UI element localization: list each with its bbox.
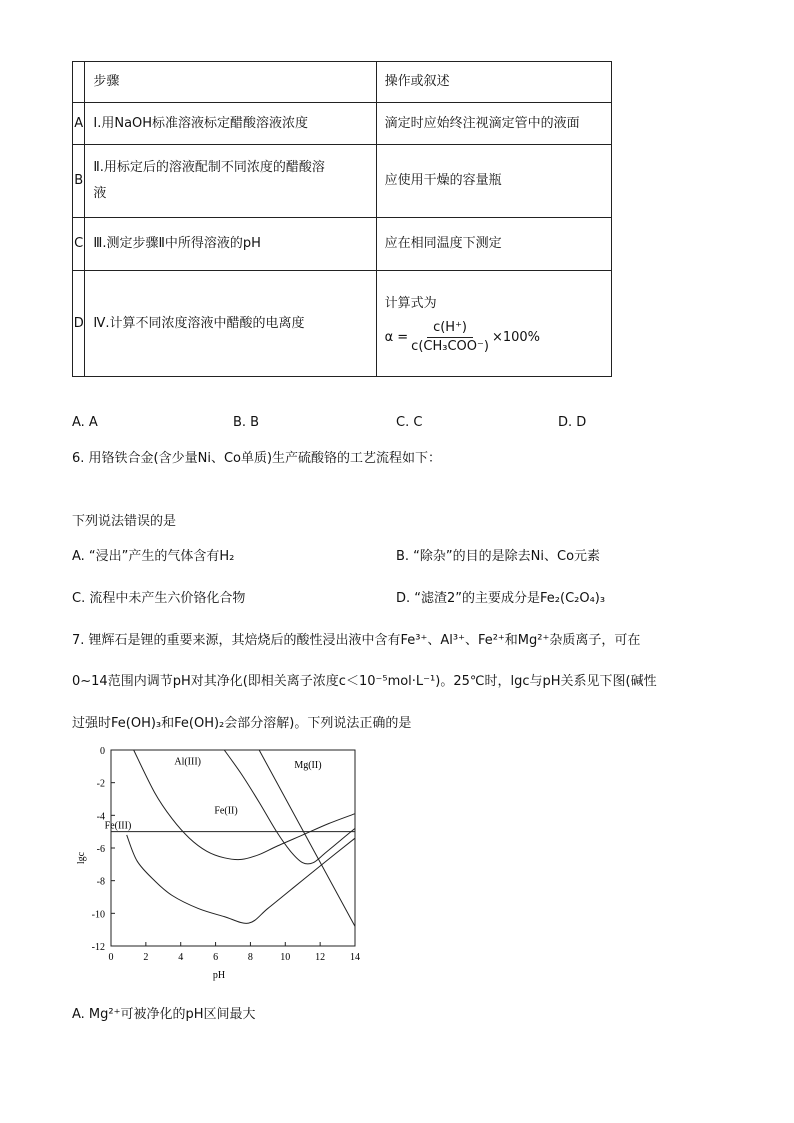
q6-option-a: A. “浸出”产生的气体含有H₂	[72, 549, 235, 564]
q6-option-c: C. 流程中未产生六价铬化合物	[72, 591, 246, 606]
row-step	[85, 145, 376, 218]
row-label: A	[73, 103, 85, 145]
row-label: D	[73, 271, 85, 377]
q5-option-c: C. C	[396, 415, 423, 430]
q6-stem: 6. 用铬铁合金(含少量Ni、Co单质)生产硫酸铬的工艺流程如下：	[72, 451, 442, 466]
y-axis-label: lgc	[76, 851, 87, 865]
x-tick-label: 4	[178, 952, 184, 963]
row-desc: 应使用干燥的容量瓶	[376, 145, 611, 218]
y-tick-label: -4	[96, 811, 105, 823]
row-desc: 应在相同温度下测定	[376, 218, 611, 271]
formula-lhs: α =	[384, 329, 409, 345]
q6-option-b: B. “除杂”的目的是除去Ni、Co元素	[396, 549, 601, 564]
x-tick-label: 2	[143, 952, 149, 963]
series-line-mgii	[259, 750, 355, 926]
table-row	[73, 145, 612, 218]
x-axis-label: pH	[212, 970, 226, 981]
x-tick-label: 14	[350, 952, 360, 963]
row-step: Ⅳ.计算不同浓度溶液中醋酸的电离度	[85, 271, 376, 377]
series-label: Fe(III)	[104, 820, 132, 832]
ionization-formula	[385, 319, 603, 356]
row-desc: 滴定时应始终注视滴定管中的液面	[376, 103, 611, 145]
y-tick-label: 0	[100, 746, 105, 757]
series-label: Mg(II)	[294, 759, 322, 771]
y-tick-label: -12	[91, 942, 105, 953]
series-line-feiii	[127, 835, 355, 923]
x-tick-label: 12	[315, 952, 326, 963]
question-table	[72, 61, 612, 377]
y-tick-label: -10	[91, 909, 105, 921]
q7-line1: 7. 锂辉石是锂的重要来源，其焙烧后的酸性浸出液中含有Fe³⁺、Al³⁺、Fe²⁺和Mg²⁺杂质离子，可在	[72, 633, 641, 648]
table-header-row	[73, 62, 612, 103]
series-line-aliii	[134, 750, 355, 860]
formula-fraction	[411, 319, 489, 356]
table-header-desc: 操作或叙述	[376, 62, 611, 103]
series-label: Al(III)	[174, 756, 202, 768]
lgc-ph-chart	[72, 738, 372, 993]
table-row	[73, 271, 612, 377]
q6-prompt: 下列说法错误的是	[72, 514, 177, 529]
q5-option-b: B. B	[233, 415, 260, 430]
x-tick-label: 0	[108, 952, 114, 963]
table-row	[73, 218, 612, 271]
q5-option-a: A. A	[72, 415, 98, 430]
table-header-empty	[73, 62, 85, 103]
q5-option-d: D. D	[558, 415, 587, 430]
row-step: Ⅲ.测定步骤Ⅱ中所得溶液的pH	[85, 218, 376, 271]
y-tick-label: -8	[96, 876, 105, 888]
y-tick-label: -2	[96, 778, 105, 790]
row-step: Ⅰ.用NaOH标准溶液标定醋酸溶液浓度	[85, 103, 376, 145]
q6-option-d: D. “滤渣2”的主要成分是Fe₂(C₂O₄)₃	[396, 591, 606, 606]
q7-option-a: A. Mg²⁺可被净化的pH区间最大	[72, 1007, 256, 1022]
table-row	[73, 103, 612, 145]
series-label: Fe(II)	[214, 805, 238, 817]
formula-tail: ×100%	[491, 329, 540, 345]
row-desc	[376, 271, 611, 377]
row-step-line1: Ⅱ.用标定后的溶液配制不同浓度的醋酸溶	[93, 160, 325, 175]
row-step-line2: 液	[93, 186, 107, 201]
q7-line3: 过强时Fe(OH)₃和Fe(OH)₂会部分溶解)。下列说法正确的是	[72, 716, 412, 731]
x-tick-label: 6	[213, 952, 219, 963]
x-tick-label: 8	[247, 952, 253, 963]
row-label: B	[73, 145, 85, 218]
formula-intro: 计算式为	[384, 296, 437, 311]
y-tick-label: -6	[96, 844, 105, 855]
formula-numerator: c(H⁺)	[427, 319, 473, 338]
x-tick-label: 10	[280, 952, 291, 963]
q7-line2: 0~14范围内调节pH对其净化(即相关离子浓度c＜10⁻⁵mol·L⁻¹)。25℃时，lgc与pH关系见下图(碱性	[72, 674, 657, 689]
formula-denominator: c(CH₃COO⁻)	[411, 339, 489, 354]
table-header-step: 步骤	[85, 62, 376, 103]
row-label: C	[73, 218, 85, 271]
